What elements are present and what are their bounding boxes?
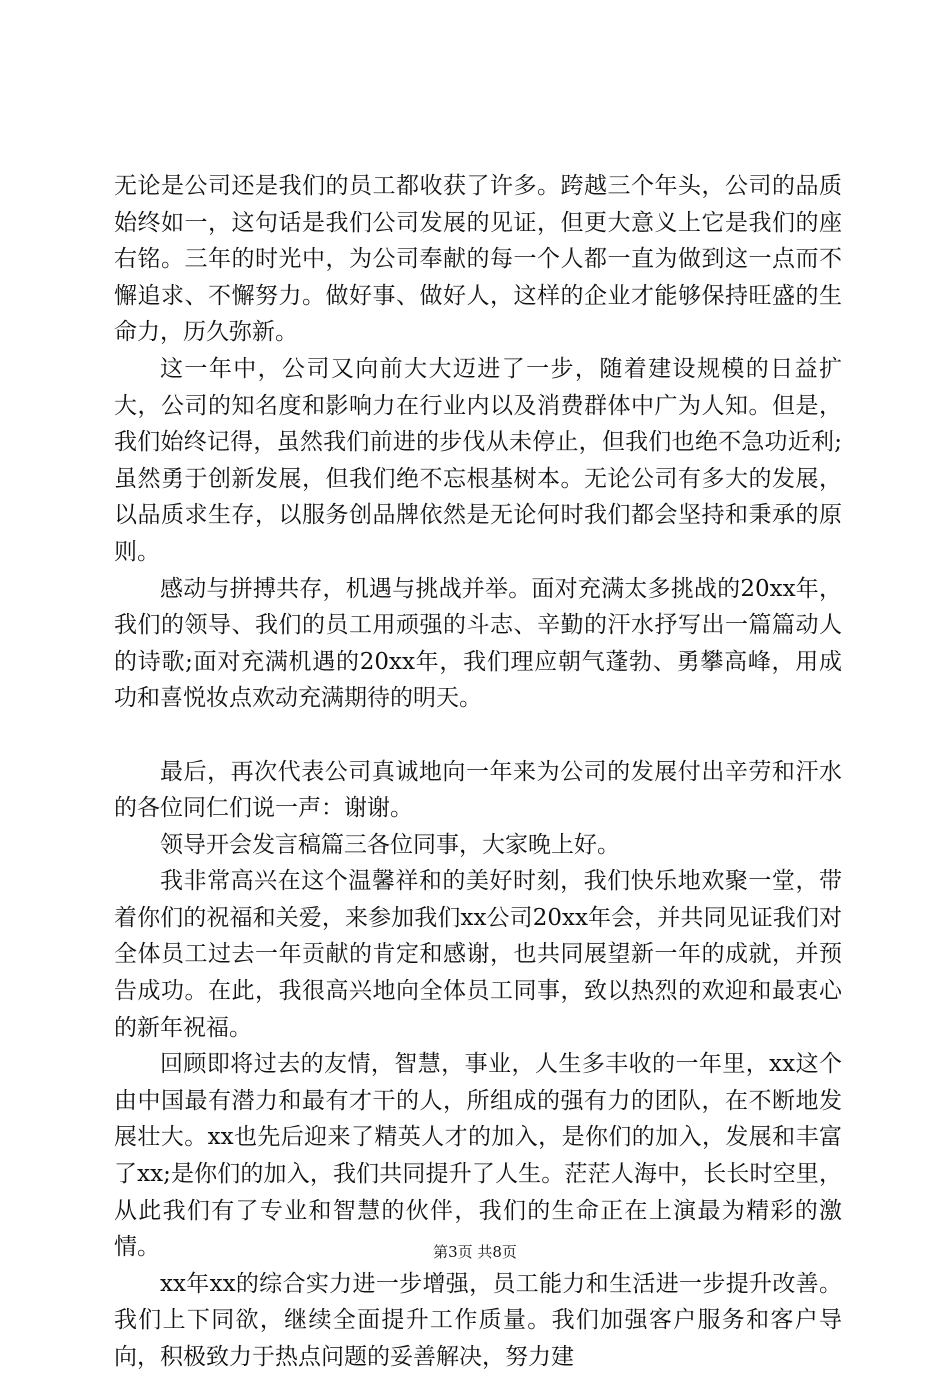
paragraph-6: 我非常高兴在这个温馨祥和的美好时刻，我们快乐地欢聚一堂，带着你们的祝福和关爱，来参加我们xx公司20xx年会，并共同见证我们对全体员工过去一年贡献的肯定和感谢，也共同展望新一年的成就，并预告成功。在此，我很高兴地向全体员工同事，致以热烈的欢迎和最衷心的新年祝福。	[114, 868, 842, 1041]
paragraph-2: 这一年中，公司又向前大大迈进了一步，随着建设规模的日益扩大，公司的知名度和影响力在行业内以及消费群体中广为人知。但是，我们始终记得，虽然我们前进的步伐从未停止，但我们也绝不急功近利;虽然勇于创新发展，但我们绝不忘根基树本。无论公司有多大的发展，以品质求生存，以服务创品牌依然是无论何时我们都会坚持和秉承的原则。	[114, 355, 842, 565]
paragraph-4: 最后，再次代表公司真诚地向一年来为公司的发展付出辛劳和汗水的各位同仁们说一声：谢谢。	[114, 758, 842, 822]
paragraph-1: 无论是公司还是我们的员工都收获了许多。跨越三个年头，公司的品质始终如一，这句话是我们公司发展的见证，但更大意义上它是我们的座右铭。三年的时光中，为公司奉献的每一个人都一直为做到这一点而不懈追求、不懈努力。做好事、做好人，这样的企业才能够保持旺盛的生命力，历久弥新。	[114, 173, 842, 346]
paragraph-3: 感动与拼搏共存，机遇与挑战并举。面对充满太多挑战的20xx年，我们的领导、我们的员工用顽强的斗志、辛勤的汗水抒写出一篇篇动人的诗歌;面对充满机遇的20xx年，我们理应朝气蓬勃、勇攀高峰，用成功和喜悦妆点欢动充满期待的明天。	[114, 575, 842, 712]
document-body	[114, 168, 842, 1376]
blank-line	[114, 717, 842, 754]
paragraph-7: 回顾即将过去的友情，智慧，事业，人生多丰收的一年里，xx这个由中国最有潜力和最有才干的人，所组成的强有力的团队，在不断地发展壮大。xx也先后迎来了精英人才的加入，是你们的加入，发展和丰富了xx;是你们的加入，我们共同提升了人生。茫茫人海中，长长时空里，从此我们有了专业和智慧的伙伴，我们的生命正在上演最为精彩的激情。	[114, 1051, 842, 1261]
paragraph-8: xx年xx的综合实力进一步增强，员工能力和生活进一步提升改善。我们上下同欲，继续全面提升工作质量。我们加强客户服务和客户导向，积极致力于热点问题的妥善解决，努力建	[114, 1270, 842, 1370]
paragraph-5: 领导开会发言稿篇三各位同事，大家晚上好。	[160, 831, 620, 858]
page-number-footer: 第3页 共8页	[433, 1243, 517, 1261]
